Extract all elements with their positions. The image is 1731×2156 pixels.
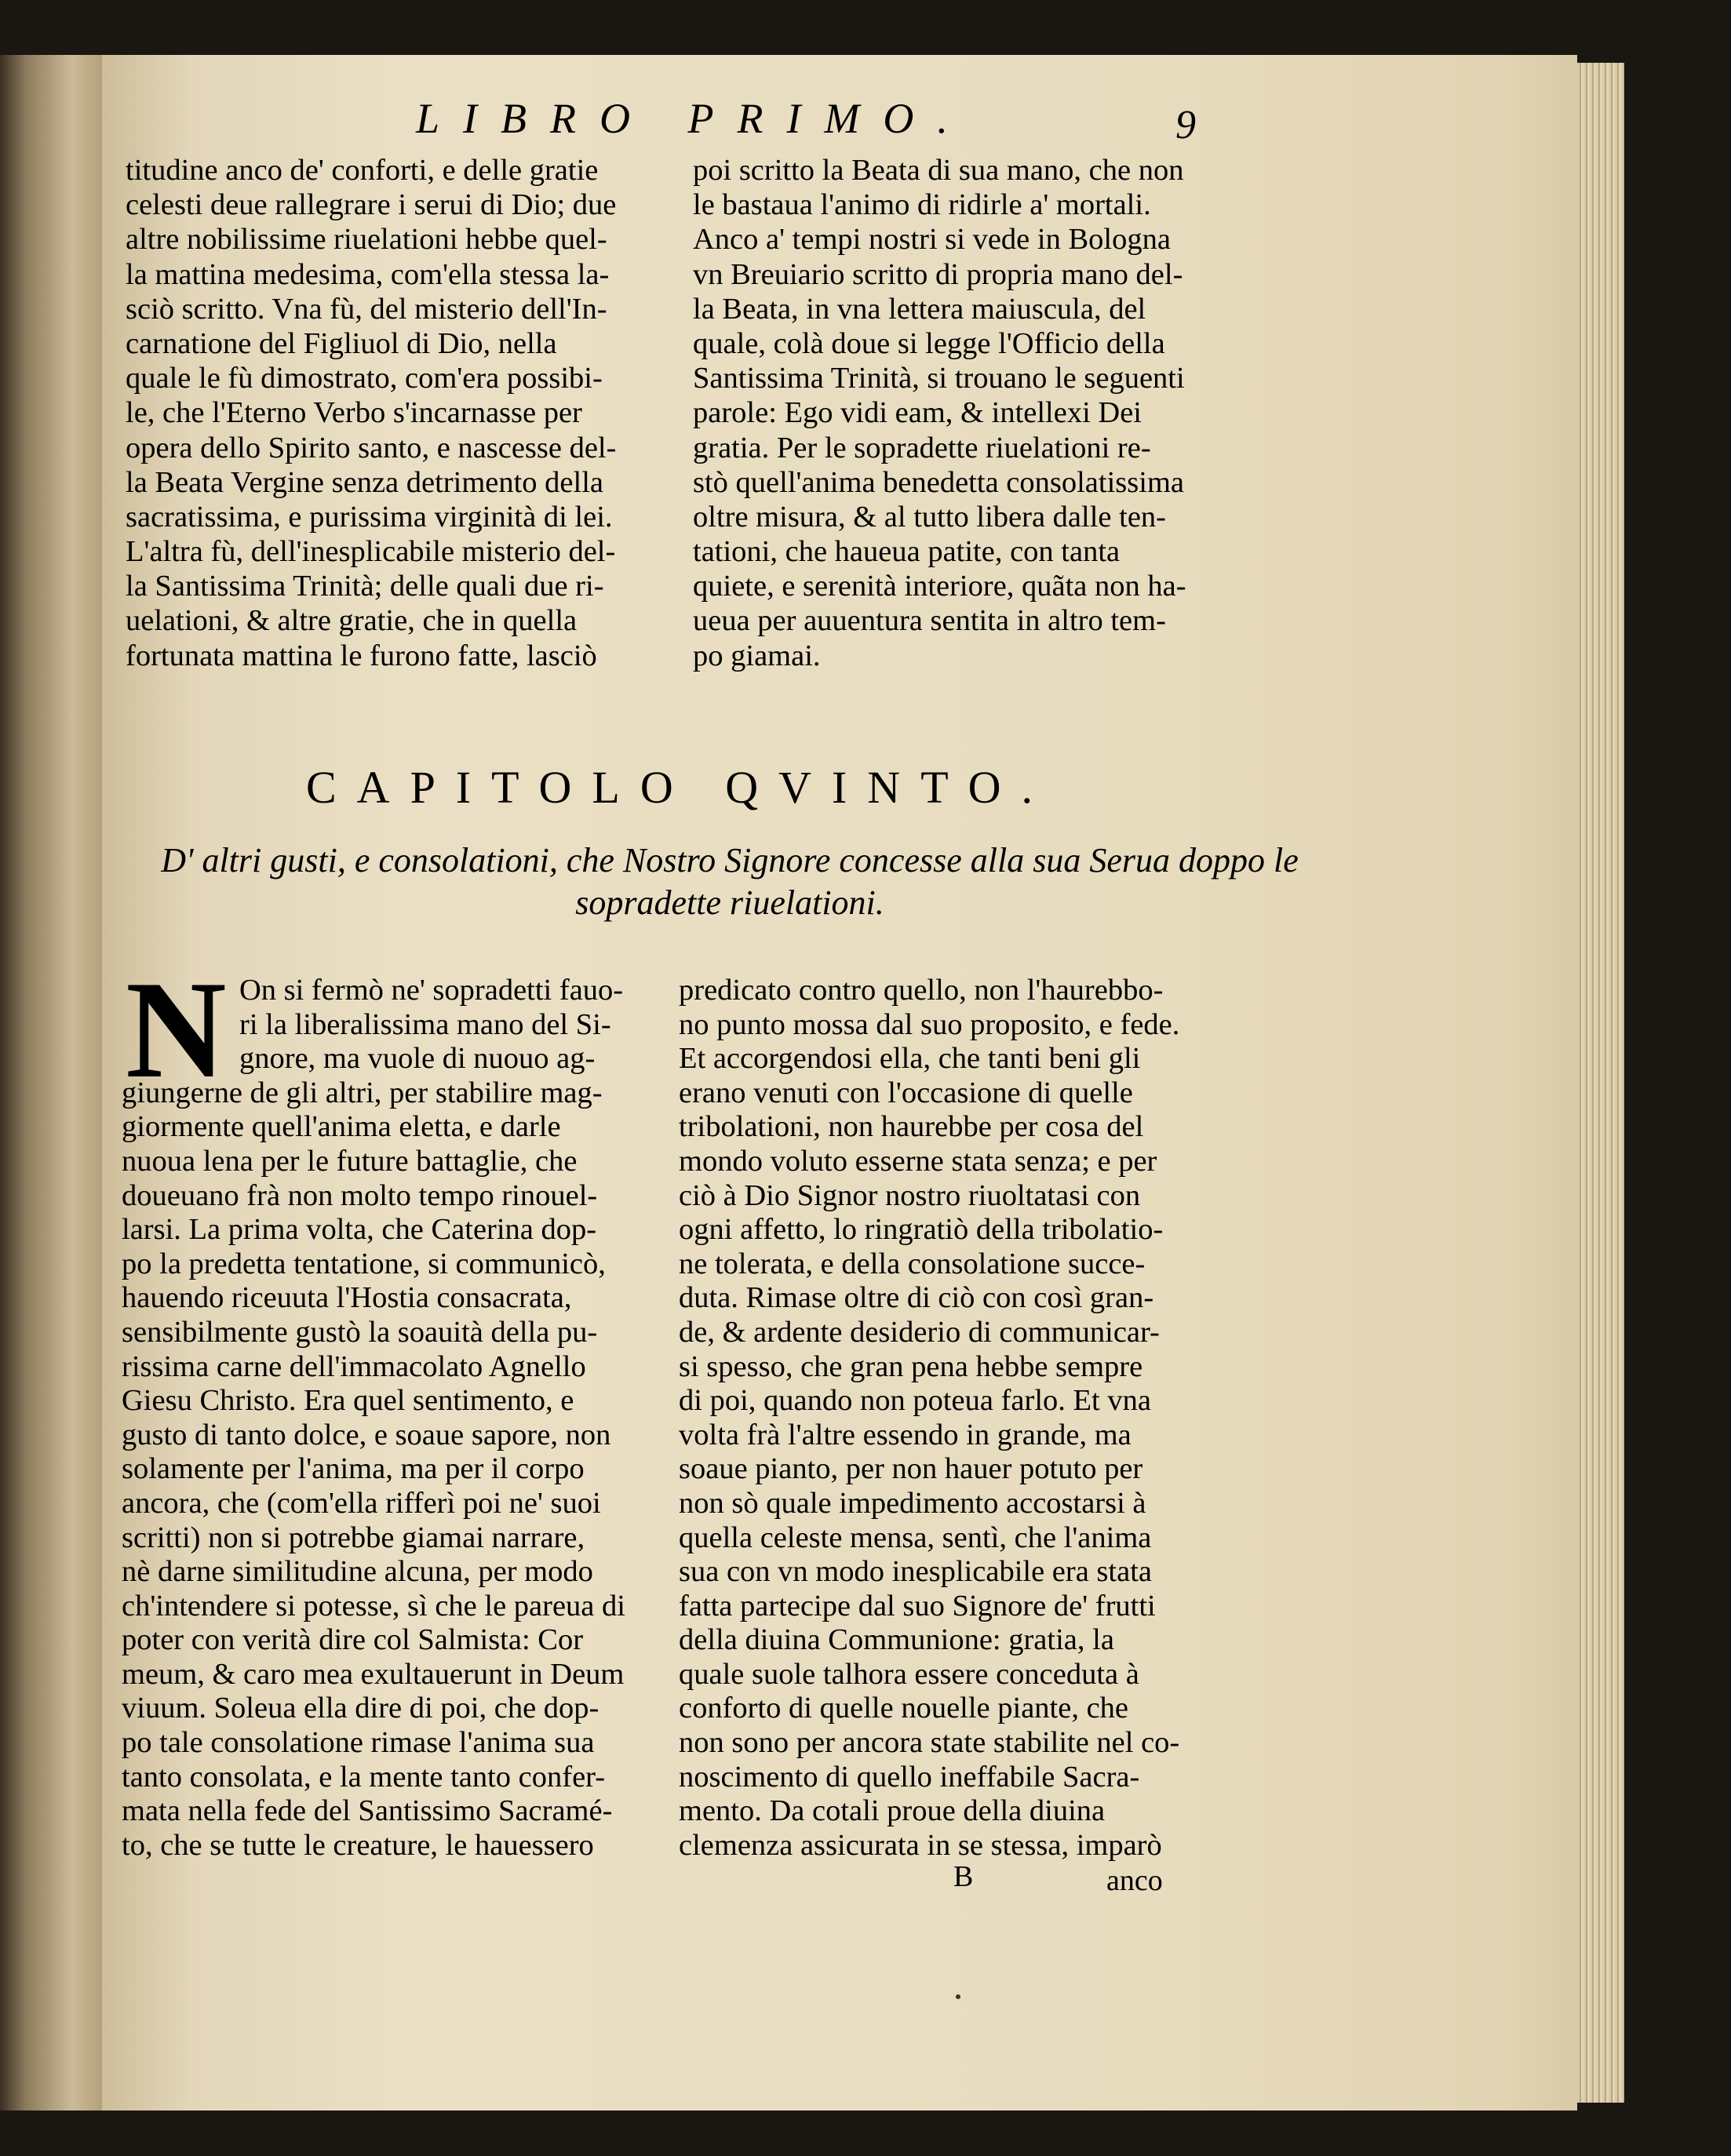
text-line: meum, & caro mea exultauerunt in Deum	[122, 1657, 625, 1691]
text-line: giormente quell'anima eletta, e darle	[122, 1110, 561, 1144]
page-stack-edge	[1577, 63, 1624, 2103]
text-line: quale, colà doue si legge l'Officio della	[693, 326, 1165, 360]
text-line: po tale consolatione rimase l'anima sua	[122, 1726, 595, 1760]
text-line: nuoua lena per le future battaglie, che	[122, 1144, 578, 1178]
text-line: larsi. La prima volta, che Caterina dop-	[122, 1213, 597, 1247]
text-line: hauendo riceuuta l'Hostia consacrata,	[122, 1281, 572, 1315]
text-line: la Santissima Trinità; delle quali due ri-	[126, 570, 604, 603]
facing-page-edge	[0, 55, 102, 2110]
text-line: de, & ardente desiderio di communicar-	[679, 1315, 1160, 1349]
text-line: fortunata mattina le furono fatte, lasciò	[126, 639, 597, 672]
text-line: altre nobilissime riuelationi hebbe quel-	[126, 223, 607, 257]
text-line: non sono per ancora state stabilite nel co-	[679, 1726, 1180, 1760]
text-line: gusto di tanto dolce, e soaue sapore, non	[122, 1418, 611, 1451]
text-line: ueua per auuentura sentita in altro tem-	[693, 604, 1166, 638]
text-line: titudine anco de' conforti, e delle gratie	[126, 154, 599, 187]
text-line: di poi, quando non poteua farlo. Et vna	[679, 1384, 1151, 1418]
text-line: conforto di quelle nouelle piante, che	[679, 1692, 1129, 1725]
text-line: parole: Ego vidi eam, & intellexi Dei	[693, 396, 1142, 430]
text-line: opera dello Spirito santo, e nascesse del-	[126, 431, 617, 464]
ink-dot	[956, 1994, 960, 1999]
text-line: Et accorgendosi ella, che tanti beni gli	[679, 1042, 1141, 1076]
text-line: quale suole talhora essere conceduta à	[679, 1657, 1139, 1691]
body-right-column	[679, 973, 1322, 1862]
text-line: to, che se tutte le creature, le hauessero	[122, 1828, 594, 1862]
text-line: mondo voluto esserne stata senza; e per	[679, 1144, 1157, 1178]
text-line: doueuano frà non molto tempo rinouel-	[122, 1178, 598, 1212]
text-line: tationi, che haueua patite, con tanta	[693, 535, 1121, 569]
drop-cap: N	[126, 952, 227, 1107]
top-right-column	[693, 153, 1336, 673]
text-line: tribolationi, non haurebbe per cosa del	[679, 1110, 1144, 1144]
body-left-column	[122, 973, 749, 1862]
text-line: po giamai.	[693, 639, 821, 672]
text-line: gnore, ma vuole di nuouo ag-	[239, 1042, 596, 1076]
text-line: si spesso, che gran pena hebbe sempre	[679, 1349, 1143, 1383]
text-line: quiete, e serenità interiore, quãta non ha-	[693, 570, 1186, 603]
text-line: non sò quale impedimento accostarsi à	[679, 1486, 1146, 1520]
text-line: ne tolerata, e della consolatione succe-	[679, 1247, 1146, 1280]
text-line: ancora, che (com'ella rifferì poi ne' suoi	[122, 1486, 601, 1520]
signature-mark: B	[953, 1860, 974, 1893]
text-line: rissima carne dell'immacolato Agnello	[122, 1349, 586, 1383]
top-left-column	[126, 153, 769, 673]
text-line: ch'intendere si potesse, sì che le pareua di	[122, 1589, 625, 1622]
text-line: vn Breuiario scritto di propria mano del-	[693, 257, 1183, 291]
text-line: predicato contro quello, non l'haurebbo-	[679, 974, 1164, 1007]
text-line: On si fermò ne' sopradetti fauo-	[239, 974, 624, 1007]
text-line: sciò scritto. Vna fù, del misterio dell'In-	[126, 292, 607, 326]
text-line: quella celeste mensa, sentì, che l'anima	[679, 1520, 1152, 1554]
text-line: nè darne similitudine alcuna, per modo	[122, 1555, 593, 1589]
page-number: 9	[1175, 103, 1196, 147]
text-line: duta. Rimase oltre di ciò con così gran-	[679, 1281, 1154, 1315]
text-line: erano venuti con l'occasione di quelle	[679, 1076, 1133, 1109]
text-line: le, che l'Eterno Verbo s'incarnasse per	[126, 396, 582, 430]
text-line: uelationi, & altre gratie, che in quella	[126, 604, 578, 638]
text-line: tanto consolata, e la mente tanto confer-	[122, 1760, 606, 1794]
chapter-summary: D' altri gusti, e consolationi, che Nostro Signore concesse alla sua Serua doppo le sopradette riuelationi.	[161, 841, 1299, 922]
text-line: sua con vn modo inesplicabile era stata	[679, 1555, 1152, 1589]
running-head: LIBRO PRIMO.	[416, 95, 971, 142]
text-line: la Beata Vergine senza detrimento della	[126, 465, 603, 499]
text-line: poter con verità dire col Salmista: Cor	[122, 1623, 584, 1657]
text-line: la Beata, in vna lettera maiuscula, del	[693, 292, 1146, 326]
text-line: stò quell'anima benedetta consolatissima	[693, 465, 1184, 499]
text-line: viuum. Soleua ella dire di poi, che dop-	[122, 1692, 599, 1725]
text-line: scritti) non si potrebbe giamai narrare,	[122, 1520, 585, 1554]
text-line: gratia. Per le sopradette riuelationi re-	[693, 431, 1151, 464]
text-line: noscimento di quello ineffabile Sacra-	[679, 1760, 1140, 1794]
text-line: L'altra fù, dell'inesplicabile misterio del-	[126, 535, 616, 569]
text-line: giungerne de gli altri, per stabilire mag-	[122, 1076, 603, 1109]
text-line: la mattina medesima, com'ella stessa la-	[126, 257, 610, 291]
text-line: clemenza assicurata in se stessa, imparò	[679, 1828, 1162, 1862]
text-line: sensibilmente gustò la soauità della pu-	[122, 1315, 598, 1349]
text-line: Anco a' tempi nostri si vede in Bologna	[693, 223, 1171, 257]
text-line: Giesu Christo. Era quel sentimento, e	[122, 1384, 574, 1418]
text-line: no punto mossa dal suo proposito, e fede.	[679, 1007, 1180, 1041]
text-line: carnatione del Figliuol di Dio, nella	[126, 326, 557, 360]
text-line: celesti deue rallegrare i serui di Dio; due	[126, 188, 617, 222]
text-line: volta frà l'altre essendo in grande, ma	[679, 1418, 1132, 1451]
text-line: po la predetta tentatione, si communicò,	[122, 1247, 606, 1280]
text-line: oltre misura, & al tutto libera dalle ten-	[693, 500, 1166, 534]
catchword: anco	[1106, 1864, 1163, 1897]
text-line: solamente per l'anima, ma per il corpo	[122, 1452, 585, 1486]
text-line: quale le fù dimostrato, com'era possibi-	[126, 362, 603, 395]
text-line: ri la liberalissima mano del Si-	[239, 1007, 611, 1041]
text-line: le bastaua l'animo di ridirle a' mortali.	[693, 188, 1151, 222]
text-line: sacratissima, e purissima virginità di lei.	[126, 500, 613, 534]
text-line: ciò à Dio Signor nostro riuoltatasi con	[679, 1178, 1141, 1212]
text-line: della diuina Communione: gratia, la	[679, 1623, 1114, 1657]
text-line: poi scritto la Beata di sua mano, che non	[693, 154, 1184, 187]
text-line: mento. Da cotali proue della diuina	[679, 1794, 1106, 1828]
text-line: ogni affetto, lo ringratiò della tribolatio-	[679, 1213, 1164, 1247]
text-line: soaue pianto, per non hauer potuto per	[679, 1452, 1143, 1486]
chapter-title: CAPITOLO QVINTO.	[306, 762, 1053, 813]
text-line: Santissima Trinità, si trouano le seguenti	[693, 362, 1185, 395]
text-line: fatta partecipe dal suo Signore de' frutti	[679, 1589, 1156, 1622]
text-line: mata nella fede del Santissimo Sacramé-	[122, 1794, 613, 1828]
